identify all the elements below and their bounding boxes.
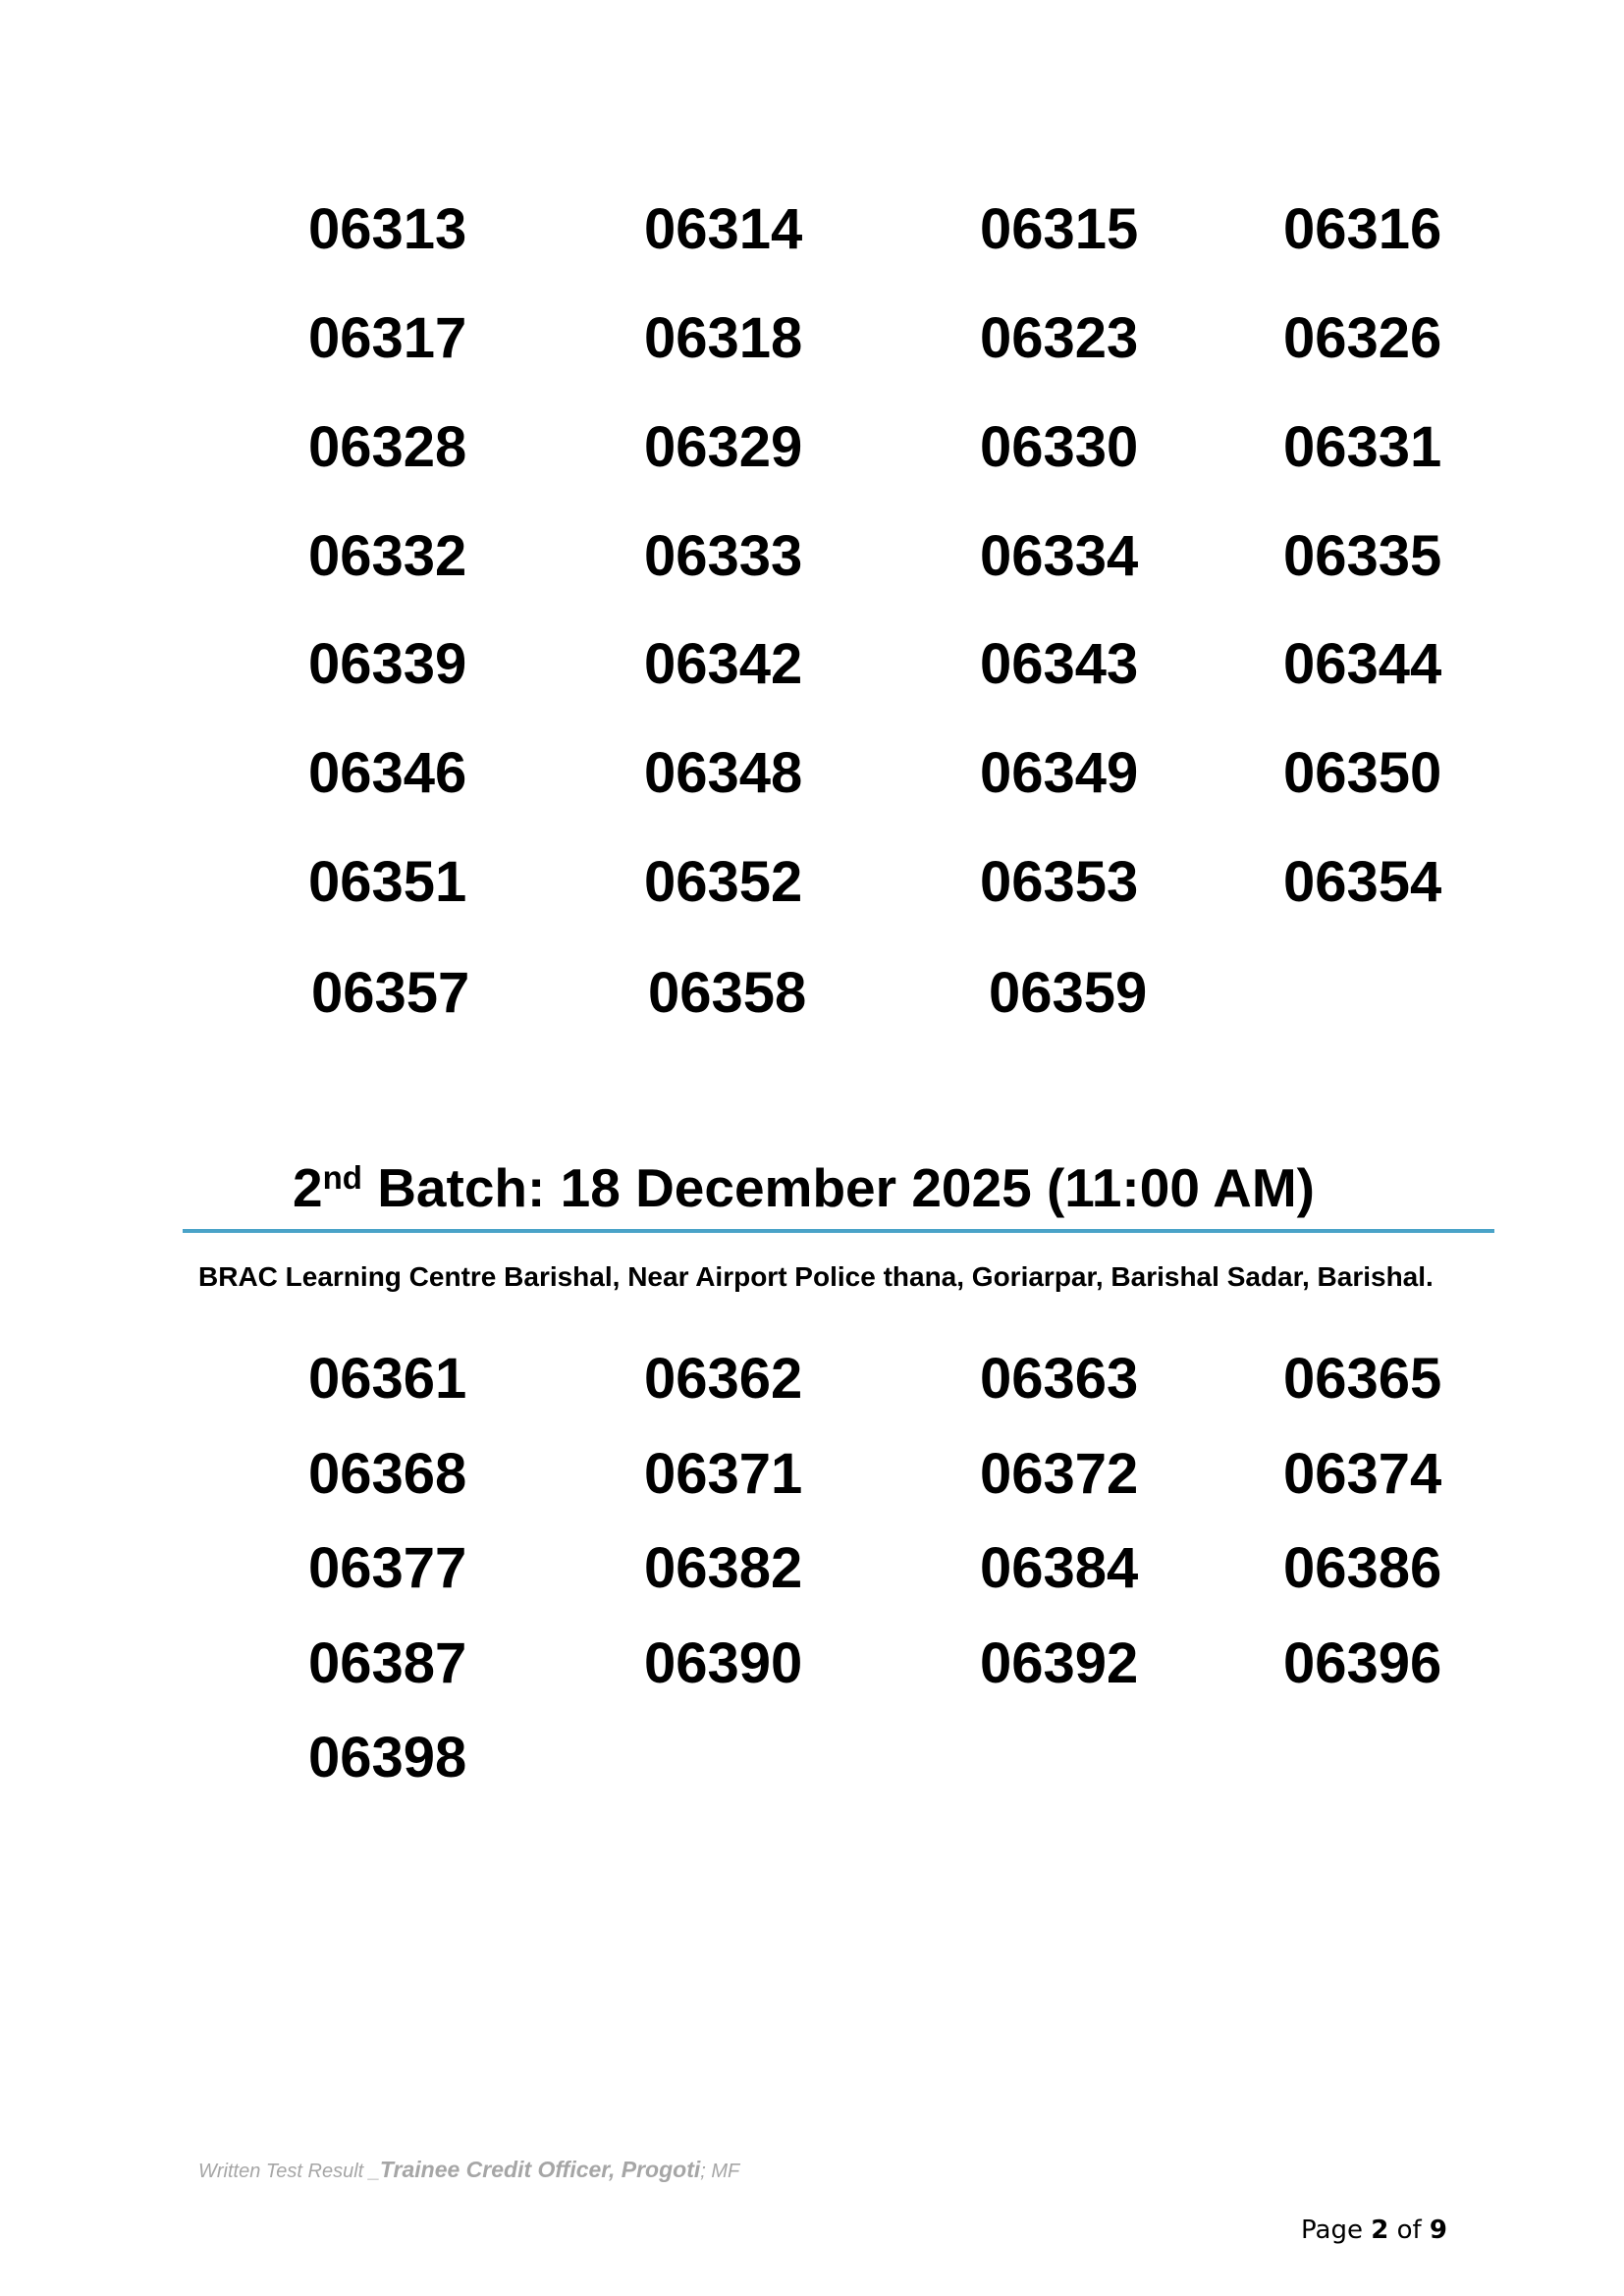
roll-number: 06349 <box>980 741 1139 805</box>
table-row <box>0 413 1624 482</box>
venue-address: BRAC Learning Centre Barishal, Near Airport Police thana, Goriarpar, Barishal Sadar, Barishal. <box>198 1261 1434 1292</box>
roll-number: 06390 <box>644 1631 803 1695</box>
roll-number: 06346 <box>308 741 467 805</box>
table-row <box>0 848 1624 917</box>
roll-number: 06354 <box>1283 850 1442 914</box>
batch-ordinal: 2 <box>293 1157 323 1218</box>
roll-number: 06333 <box>644 524 803 588</box>
table-row <box>0 1534 1624 1603</box>
roll-number: 06330 <box>980 415 1139 479</box>
roll-number: 06331 <box>1283 415 1442 479</box>
footer-suffix: ; MF <box>700 2161 740 2182</box>
table-row <box>0 1440 1624 1509</box>
roll-number: 06365 <box>1283 1347 1442 1411</box>
roll-number: 06358 <box>648 961 807 1025</box>
table-row <box>0 739 1624 808</box>
table-row <box>0 630 1624 699</box>
roll-number: 06396 <box>1283 1631 1442 1695</box>
page-total: 9 <box>1429 2216 1447 2245</box>
roll-number: 06332 <box>308 524 467 588</box>
roll-number: 06348 <box>644 741 803 805</box>
page-label: Page <box>1301 2216 1372 2245</box>
roll-number: 06353 <box>980 850 1139 914</box>
roll-number: 06344 <box>1283 632 1442 696</box>
roll-number: 06314 <box>644 197 803 261</box>
roll-number: 06384 <box>980 1536 1139 1600</box>
roll-number: 06326 <box>1283 306 1442 370</box>
roll-number: 06318 <box>644 306 803 370</box>
roll-number: 06377 <box>308 1536 467 1600</box>
table-row <box>0 1345 1624 1414</box>
table-row <box>0 1629 1624 1698</box>
page-number <box>1301 2213 1447 2248</box>
roll-number: 06398 <box>308 1726 467 1789</box>
footer-document-title <box>198 2156 739 2185</box>
roll-number: 06343 <box>980 632 1139 696</box>
roll-number: 06382 <box>644 1536 803 1600</box>
footer-prefix: Written Test Result _ <box>198 2161 380 2182</box>
table-row <box>0 959 1624 1028</box>
roll-number: 06387 <box>308 1631 467 1695</box>
roll-number: 06329 <box>644 415 803 479</box>
roll-number: 06368 <box>308 1442 467 1506</box>
roll-number: 06316 <box>1283 197 1442 261</box>
roll-number: 06342 <box>644 632 803 696</box>
roll-number: 06313 <box>308 197 467 261</box>
roll-number: 06315 <box>980 197 1139 261</box>
batch-heading <box>293 1153 1315 1222</box>
page-of: of <box>1388 2216 1430 2245</box>
footer-title: Trainee Credit Officer, Progoti <box>379 2157 701 2182</box>
roll-number: 06362 <box>644 1347 803 1411</box>
table-row <box>0 195 1624 264</box>
roll-number: 06371 <box>644 1442 803 1506</box>
batch-heading-text: Batch: 18 December 2025 (11:00 AM) <box>361 1157 1315 1218</box>
roll-number: 06351 <box>308 850 467 914</box>
roll-number: 06323 <box>980 306 1139 370</box>
heading-divider <box>183 1229 1494 1233</box>
roll-number: 06392 <box>980 1631 1139 1695</box>
roll-number: 06363 <box>980 1347 1139 1411</box>
page-current: 2 <box>1371 2216 1389 2245</box>
roll-number: 06372 <box>980 1442 1139 1506</box>
roll-number: 06334 <box>980 524 1139 588</box>
roll-number: 06352 <box>644 850 803 914</box>
table-row <box>0 1724 1624 1792</box>
roll-number: 06386 <box>1283 1536 1442 1600</box>
roll-number: 06339 <box>308 632 467 696</box>
roll-number: 06359 <box>989 961 1148 1025</box>
batch-ordinal-suffix: nd <box>322 1159 362 1196</box>
roll-number: 06361 <box>308 1347 467 1411</box>
roll-number: 06374 <box>1283 1442 1442 1506</box>
roll-number: 06317 <box>308 306 467 370</box>
roll-number: 06335 <box>1283 524 1442 588</box>
roll-number: 06357 <box>311 961 470 1025</box>
table-row <box>0 304 1624 373</box>
roll-number: 06328 <box>308 415 467 479</box>
table-row <box>0 522 1624 591</box>
roll-number: 06350 <box>1283 741 1442 805</box>
